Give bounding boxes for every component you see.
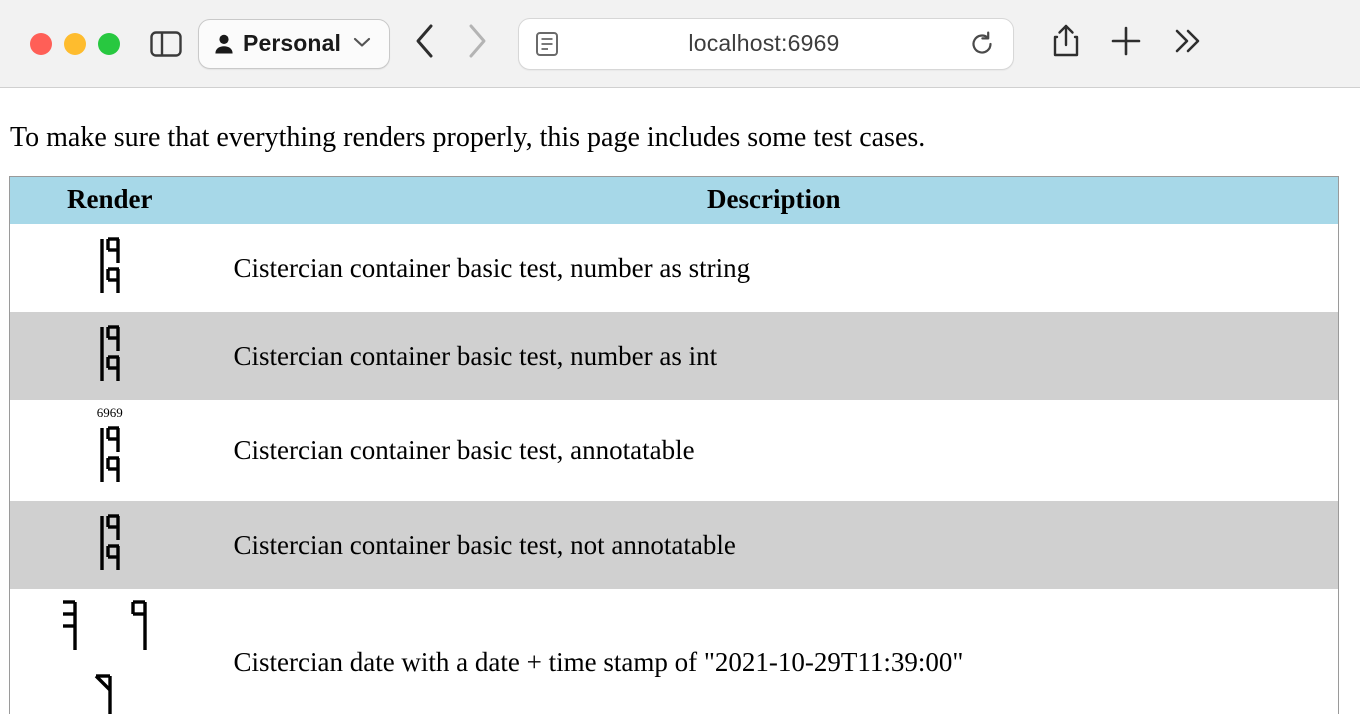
table-row	[10, 312, 1339, 400]
cistercian-numeral-10	[123, 598, 167, 656]
reload-icon[interactable]	[967, 29, 997, 59]
cistercian-glyph-row	[88, 233, 132, 299]
sidebar-toggle-button[interactable]	[146, 27, 186, 61]
sidebar-icon	[150, 31, 182, 57]
cistercian-glyph-row	[88, 510, 132, 576]
url-text[interactable]: localhost:6969	[688, 30, 840, 56]
cell-description: Cistercian container basic test, number as string	[233, 252, 751, 283]
column-header-description: Description	[210, 177, 1339, 225]
profile-label: Personal	[243, 30, 341, 56]
chevron-down-icon	[353, 35, 371, 53]
plus-icon	[1110, 25, 1142, 62]
cell-render	[10, 501, 210, 589]
address-bar[interactable]	[518, 18, 1014, 70]
back-button[interactable]	[408, 24, 442, 64]
cistercian-glyph-group	[88, 507, 132, 576]
table-head	[10, 177, 1339, 225]
cell-render	[10, 589, 210, 714]
share-button[interactable]	[1052, 24, 1080, 63]
reader-view-icon[interactable]	[535, 30, 561, 58]
cistercian-numeral-6969	[88, 510, 132, 576]
cell-description: Cistercian container basic test, not annotatable	[233, 529, 736, 560]
cell-render	[10, 312, 210, 400]
browser-toolbar	[0, 0, 1360, 88]
share-icon	[1052, 24, 1080, 63]
cistercian-glyph-row	[53, 598, 167, 656]
table-body	[10, 224, 1339, 714]
cell-description: Cistercian container basic test, number as int	[233, 340, 718, 371]
intro-paragraph: To make sure that everything renders properly, this page includes some test cases.	[10, 122, 926, 153]
table-row	[10, 501, 1339, 589]
profile-selector[interactable]	[198, 19, 390, 69]
cistercian-numeral-6969	[88, 321, 132, 387]
cistercian-numeral-6969	[88, 233, 132, 299]
navigation-buttons	[408, 24, 494, 64]
cistercian-glyph-group	[88, 230, 132, 299]
cistercian-numeral-2021	[53, 598, 97, 656]
cell-render	[10, 224, 210, 312]
cistercian-glyph-group	[88, 406, 132, 488]
table-row	[10, 589, 1339, 714]
cistercian-glyph-group	[88, 318, 132, 387]
cistercian-glyph-row	[88, 422, 132, 488]
cistercian-numeral-6969	[88, 422, 132, 488]
cell-description: Cistercian container basic test, annotatable	[233, 435, 695, 465]
person-icon	[213, 33, 233, 55]
cistercian-annotation: 6969	[96, 405, 123, 420]
chevron-left-icon	[414, 23, 436, 64]
cistercian-glyph-row	[88, 321, 132, 387]
table-row	[10, 224, 1339, 312]
new-tab-button[interactable]	[1110, 25, 1142, 62]
close-window-button[interactable]	[30, 33, 52, 55]
table-row	[10, 400, 1339, 501]
cell-description: Cistercian date with a date + time stamp of "2021-10-29T11:39:00"	[233, 647, 964, 677]
table-header-row	[10, 177, 1339, 225]
cell-render	[10, 400, 210, 501]
forward-button[interactable]	[460, 24, 494, 64]
window-controls	[30, 33, 120, 55]
chevron-double-right-icon	[1172, 26, 1202, 61]
cistercian-date-column	[53, 598, 167, 714]
minimize-window-button[interactable]	[64, 33, 86, 55]
column-header-render: Render	[10, 177, 210, 225]
cistercian-date-glyph-group	[53, 595, 167, 714]
show-more-tabs-button[interactable]	[1172, 26, 1202, 61]
maximize-window-button[interactable]	[98, 33, 120, 55]
page-content	[0, 122, 1360, 714]
cistercian-glyph-row	[88, 672, 132, 714]
cistercian-numeral-29	[88, 672, 132, 714]
chevron-right-icon	[466, 23, 488, 64]
test-cases-table	[9, 176, 1339, 714]
toolbar-right-buttons	[1052, 24, 1202, 63]
